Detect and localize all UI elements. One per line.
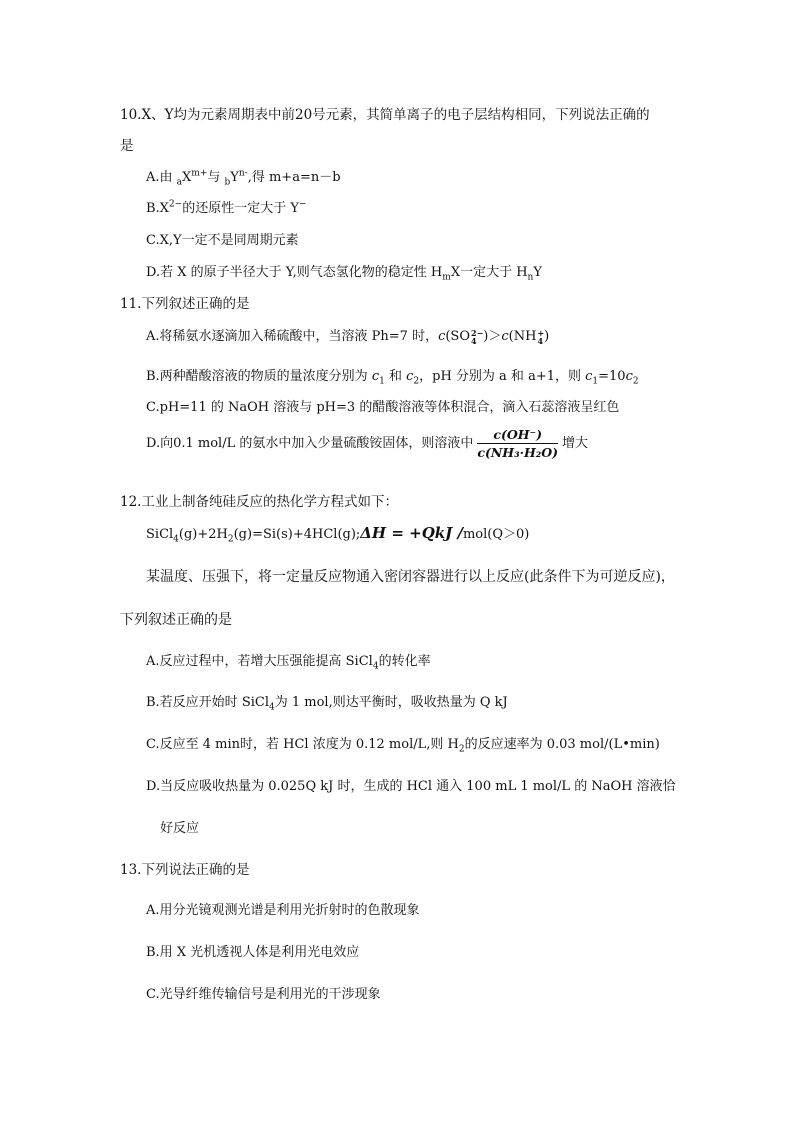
- q13-option-a: A.用分光镜观测光谱是利用光折射时的色散现象: [146, 903, 420, 918]
- q10-option-c: C.X,Y一定不是同周期元素: [146, 233, 299, 248]
- q12-option-b: B.若反应开始时 SiCl$_4$为 1 mol,则达平衡时，吸收热量为 Q kJ: [146, 695, 508, 713]
- q12-equation: $SiCl_4(g)+2H_2(g)=Si(s)+4HCl(g);\Delta H = +QkJ$ /mol(Q＞0): [146, 524, 530, 545]
- q12-stem: 12.工业上制备纯硅反应的热化学方程式如下：: [120, 494, 398, 510]
- q12-para-line2: 下列叙述正确的是: [120, 612, 232, 628]
- q11-option-b: B.两种醋酸溶液的物质的量浓度分别为 $c_1$ 和 $c_2$，pH 分别为 a 和 a+1，则 $c_1=10c_2$: [146, 369, 639, 387]
- q12-option-d-line2: 好反应: [160, 821, 200, 836]
- q12-para-line1: 某温度、压强下，将一定量反应物通入密闭容器进行以上反应(此条件下为可逆反应)，: [146, 569, 675, 585]
- q11-stem: 11.下列叙述正确的是: [120, 296, 250, 312]
- q12-option-c: C.反应至 4 min时，若 HCl 浓度为 0.12 mol/L,则 $H_2$的反应速率为 0.03 mol/(L•min): [146, 737, 660, 755]
- q13-stem: 13.下列说法正确的是: [120, 862, 250, 878]
- q11-option-d: D.向0.1 mol/L 的氨水中加入少量硫酸铵固体，则溶液中 $\frac{c(OH^-)}{\text{c(NH₃·H₂O)}}$ 增大: [146, 427, 589, 460]
- q10-stem-line1: 10.X、Y均为元素周期表中前20号元素，其简单离子的电子层结构相同，下列说法正确的: [120, 107, 650, 123]
- q12-option-d-line1: D.当反应吸收热量为 0.025Q kJ 时，生成的 HCl 通入 100 mL 1 mol/L 的 NaOH 溶液恰: [146, 779, 676, 794]
- q12-option-a: A.反应过程中，若增大压强能提高 SiCl$_4$的转化率: [146, 654, 431, 672]
- fraction: $\frac{c(OH^-)}{\text{c(NH₃·H₂O)}}$: [477, 427, 559, 460]
- q10-stem-line2: 是: [120, 138, 134, 154]
- q13-option-c: C.光导纤维传输信号是利用光的干涉现象: [146, 987, 381, 1002]
- q10-option-a: A.由 $_aX^{m+}$与 $_bY^{n-}$,得 m+a=n－b: [146, 168, 341, 188]
- q11-option-c: C.pH=11 的 NaOH 溶液与 pH=3 的醋酸溶液等体积混合，滴入石蕊溶液呈红色: [146, 400, 620, 415]
- q10-option-b: $B.X^{2-}$的还原性一定大于 Y−: [146, 199, 307, 216]
- q10-option-d: D.若 X 的原子半径大于 Y,则气态氢化物的稳定性 $H_mX$一定大于 $H_nY$: [146, 265, 542, 283]
- q13-option-b: B.用 X 光机透视人体是利用光电效应: [146, 945, 360, 960]
- q11-option-a: A.将稀氨水逐滴加入稀硫酸中，当溶液 Ph=7 时，c(SO 2− 4 )＞c(NH + 4 ): [146, 327, 550, 346]
